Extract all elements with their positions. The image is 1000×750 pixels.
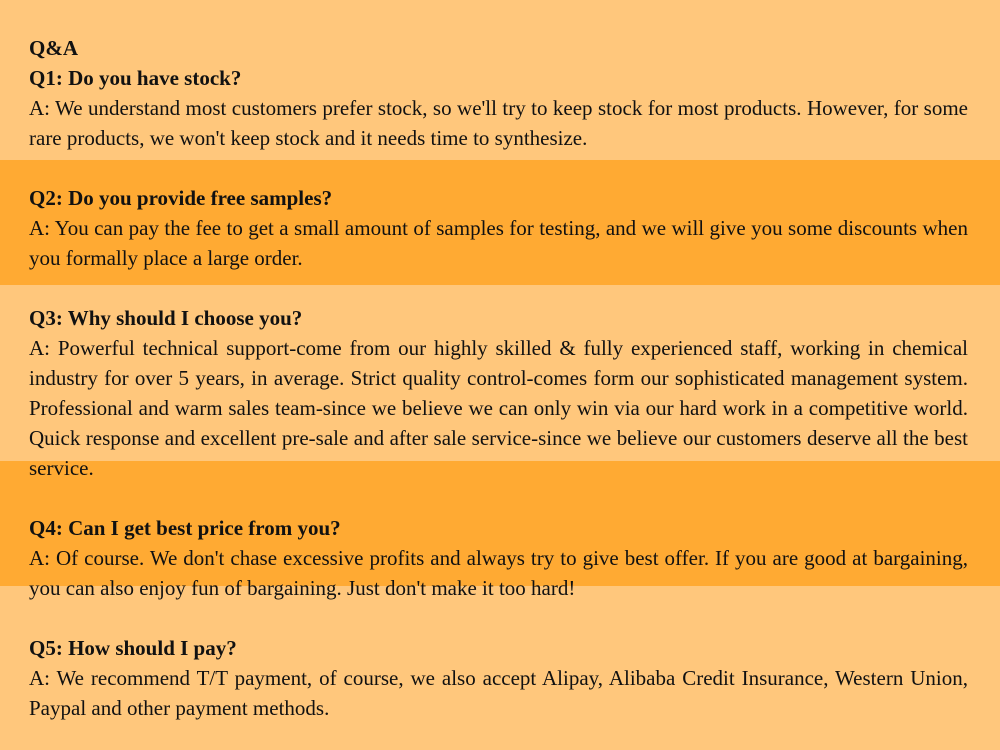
faq-question-1: Q1: Do you have stock? <box>29 66 242 90</box>
faq-item-1 <box>29 63 968 153</box>
faq-answer-1: A: We understand most customers prefer stock, so we'll try to keep stock for most products. However, for some rare products, we won't keep stock and it needs time to synthesize. <box>29 96 968 150</box>
faq-question-2: Q2: Do you provide free samples? <box>29 186 333 210</box>
faq-item-4 <box>29 513 968 603</box>
faq-spacer <box>29 153 968 183</box>
page-title: Q&A <box>29 36 78 60</box>
faq-answer-4: A: Of course. We don't chase excessive profits and always try to give best offer. If you are good at bargaining, you can also enjoy fun of bargaining. Just don't make it too hard! <box>29 546 968 600</box>
faq-answer-3: A: Powerful technical support-come from our highly skilled & fully experienced staff, working in chemical industry for over 5 years, in average. Strict quality control-comes form our sophisticated management system. Professional and warm sales team-since we believe we can only win via our hard work in a competitive world. Quick response and excellent pre-sale and after sale service-since we believe our customers deserve all the best service. <box>29 336 968 480</box>
faq-answer-2: A: You can pay the fee to get a small amount of samples for testing, and we will give you some discounts when you formally place a large order. <box>29 216 968 270</box>
faq-content <box>29 33 968 723</box>
faq-question-4: Q4: Can I get best price from you? <box>29 516 341 540</box>
faq-question-3: Q3: Why should I choose you? <box>29 306 303 330</box>
faq-question-5: Q5: How should I pay? <box>29 636 237 660</box>
faq-item-5 <box>29 633 968 723</box>
faq-spacer <box>29 603 968 633</box>
faq-spacer <box>29 483 968 513</box>
faq-item-2 <box>29 183 968 273</box>
faq-spacer <box>29 273 968 303</box>
faq-item-3 <box>29 303 968 483</box>
faq-answer-5: A: We recommend T/T payment, of course, we also accept Alipay, Alibaba Credit Insurance, Western Union, Paypal and other payment methods. <box>29 666 968 720</box>
